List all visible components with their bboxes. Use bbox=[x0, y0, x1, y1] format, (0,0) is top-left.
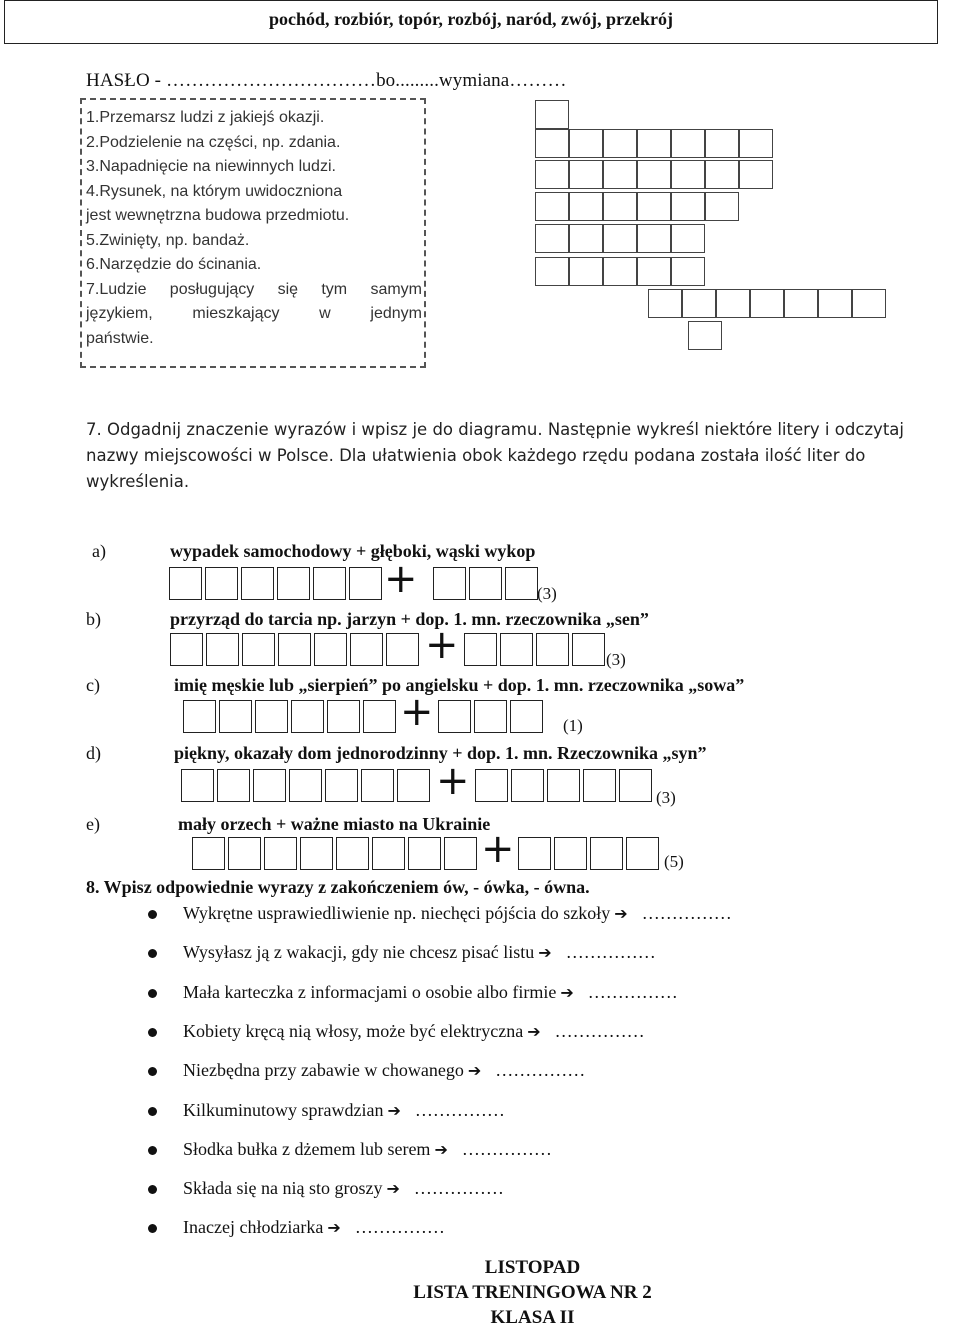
crossword-cell[interactable] bbox=[688, 321, 722, 350]
clue-6: 6.Narzędzie do ścinania. bbox=[86, 256, 262, 273]
answer-box[interactable] bbox=[336, 837, 369, 870]
task8-item-text: Wysyłasz ją z wakacji, gdy nie chcesz pisać listu bbox=[183, 942, 535, 963]
puzzle-d-clue: piękny, okazały dom jednorodzinny + dop. 1. mn. Rzeczownika „syn” bbox=[174, 743, 707, 763]
answer-box[interactable] bbox=[583, 769, 616, 802]
crossword-cell[interactable] bbox=[603, 192, 637, 221]
footer-list-title: LISTA TRENINGOWA NR 2 bbox=[413, 1282, 652, 1303]
plus-sign: + bbox=[400, 689, 434, 735]
clue-3: 3.Napadnięcie na niewinnych ludzi. bbox=[86, 158, 336, 175]
answer-box[interactable] bbox=[518, 837, 551, 870]
puzzle-e-clue: mały orzech + ważne miasto na Ukrainie bbox=[178, 814, 491, 834]
task8-item bbox=[183, 982, 678, 1003]
answer-box[interactable] bbox=[547, 769, 580, 802]
answer-box[interactable] bbox=[241, 567, 274, 600]
crossword-cell[interactable] bbox=[648, 289, 682, 318]
crossword-cell[interactable] bbox=[535, 100, 569, 129]
answer-box[interactable] bbox=[464, 633, 497, 666]
arrow-right-icon: ➔ bbox=[387, 1100, 401, 1120]
arrow-right-icon: ➔ bbox=[614, 904, 628, 923]
bullet-icon bbox=[148, 1028, 157, 1037]
bullet-icon bbox=[148, 1224, 157, 1233]
task8-item bbox=[183, 1178, 504, 1199]
crossword-cell[interactable] bbox=[671, 192, 705, 221]
puzzle-e-letter: e) bbox=[86, 814, 100, 834]
clue-7-cont: językiem, mieszkający w jednym bbox=[86, 305, 422, 322]
answer-box[interactable] bbox=[181, 769, 214, 802]
bullet-icon bbox=[148, 989, 157, 998]
task8-item bbox=[183, 942, 656, 963]
crossword-cell[interactable] bbox=[671, 160, 705, 189]
answer-blank[interactable]: …………… bbox=[565, 942, 656, 963]
answer-box[interactable] bbox=[206, 633, 239, 666]
answer-box[interactable] bbox=[313, 567, 346, 600]
task8-title: 8. Wpisz odpowiednie wyrazy z zakończeniem ów, - ówka, - ówna. bbox=[86, 877, 590, 897]
crossword-cell[interactable] bbox=[671, 224, 705, 253]
answer-box[interactable] bbox=[386, 633, 419, 666]
crossword-cell[interactable] bbox=[535, 192, 569, 221]
bullet-icon bbox=[148, 1146, 157, 1155]
arrow-right-icon: ➔ bbox=[327, 1218, 341, 1238]
clue-1: 1.Przemarsz ludzi z jakiejś okazji. bbox=[86, 109, 325, 126]
crossword-cell[interactable] bbox=[603, 224, 637, 253]
footer-class: KLASA II bbox=[490, 1307, 575, 1328]
arrow-right-icon: ➔ bbox=[560, 982, 574, 1002]
answer-box[interactable] bbox=[169, 567, 202, 600]
puzzle-c-count: (1) bbox=[563, 716, 583, 735]
answer-box[interactable] bbox=[349, 567, 382, 600]
answer-box[interactable] bbox=[170, 633, 203, 666]
answer-box[interactable] bbox=[510, 700, 543, 733]
crossword-cell[interactable] bbox=[569, 160, 603, 189]
task8-item bbox=[183, 1021, 645, 1042]
crossword-cell[interactable] bbox=[569, 257, 603, 286]
plus-sign: + bbox=[384, 556, 418, 602]
puzzle-a-letter: a) bbox=[92, 541, 106, 561]
puzzle-b-count: (3) bbox=[606, 650, 626, 669]
puzzle-c-letter: c) bbox=[86, 675, 100, 695]
arrow-right-icon: ➔ bbox=[467, 1061, 482, 1081]
task8-item-text: Kilkuminutowy sprawdzian bbox=[183, 1099, 384, 1120]
word-bank: pochód, rozbiór, topór, rozbój, naród, zwój, przekrój bbox=[269, 9, 673, 29]
puzzle-b-letter: b) bbox=[86, 609, 101, 629]
bullet-icon bbox=[148, 1067, 157, 1076]
answer-box[interactable] bbox=[183, 700, 216, 733]
crossword-cell[interactable] bbox=[603, 160, 637, 189]
answer-box[interactable] bbox=[372, 837, 405, 870]
crossword-cell[interactable] bbox=[535, 257, 569, 286]
answer-box[interactable] bbox=[277, 567, 310, 600]
crossword-cell[interactable] bbox=[637, 224, 671, 253]
answer-box[interactable] bbox=[350, 633, 383, 666]
answer-box[interactable] bbox=[289, 769, 322, 802]
answer-box[interactable] bbox=[264, 837, 297, 870]
task8-item-text: Niezbędna przy zabawie w chowanego bbox=[183, 1060, 464, 1081]
answer-box[interactable] bbox=[253, 769, 286, 802]
crossword-cell[interactable] bbox=[637, 160, 671, 189]
puzzle-d-count: (3) bbox=[656, 788, 676, 807]
task8-item bbox=[183, 1139, 552, 1160]
task8-item-text: Słodka bułka z dżemem lub serem bbox=[183, 1138, 431, 1159]
answer-blank[interactable]: …………… bbox=[641, 903, 732, 923]
crossword-cell[interactable] bbox=[818, 289, 852, 318]
crossword-cell[interactable] bbox=[637, 129, 671, 158]
crossword-cell[interactable] bbox=[569, 129, 603, 158]
footer-month: LISTOPAD bbox=[484, 1257, 581, 1278]
clue-list bbox=[86, 106, 422, 351]
answer-box[interactable] bbox=[554, 837, 587, 870]
answer-box[interactable] bbox=[397, 769, 430, 802]
answer-box[interactable] bbox=[205, 567, 238, 600]
crossword-cell[interactable] bbox=[705, 129, 739, 158]
answer-box[interactable] bbox=[590, 837, 623, 870]
answer-blank[interactable]: …………… bbox=[354, 1217, 445, 1238]
bullet-icon bbox=[148, 1185, 157, 1194]
answer-blank[interactable]: …………… bbox=[495, 1060, 586, 1081]
crossword-cell[interactable] bbox=[852, 289, 886, 318]
answer-box[interactable] bbox=[363, 700, 396, 733]
answer-box[interactable] bbox=[192, 837, 225, 870]
crossword-cell[interactable] bbox=[535, 160, 569, 189]
answer-blank[interactable]: …………… bbox=[554, 1020, 645, 1041]
answer-box[interactable] bbox=[255, 700, 288, 733]
crossword-cell[interactable] bbox=[671, 257, 705, 286]
answer-box[interactable] bbox=[511, 769, 544, 802]
puzzle-b-clue: przyrząd do tarcia np. jarzyn + dop. 1. mn. rzeczownika „sen” bbox=[170, 609, 649, 629]
bullet-icon bbox=[148, 1107, 157, 1116]
answer-box[interactable] bbox=[619, 769, 652, 802]
crossword-cell[interactable] bbox=[716, 289, 750, 318]
arrow-right-icon: ➔ bbox=[527, 1021, 541, 1041]
answer-box[interactable] bbox=[500, 633, 533, 666]
puzzle-c-clue: imię męskie lub „sierpień” po angielsku + dop. 1. mn. rzeczownika „sowa” bbox=[174, 675, 745, 695]
clue-2: 2.Podzielenie na części, np. zdania. bbox=[86, 133, 341, 151]
crossword-cell[interactable] bbox=[637, 257, 671, 286]
answer-box[interactable] bbox=[438, 700, 471, 733]
answer-blank[interactable]: …………… bbox=[414, 1099, 505, 1120]
puzzle-a-count: (3) bbox=[537, 584, 557, 603]
task8-item bbox=[183, 903, 732, 924]
task7-line2: nazwy miejscowości w Polsce. Dla ułatwienia obok każdego rzędu podana została ilość liter do bbox=[86, 446, 866, 465]
bullet-icon bbox=[148, 910, 157, 919]
plus-sign: + bbox=[481, 826, 515, 872]
crossword-cell[interactable] bbox=[705, 160, 739, 189]
answer-box[interactable] bbox=[572, 633, 605, 666]
arrow-right-icon: ➔ bbox=[386, 1179, 400, 1199]
answer-box[interactable] bbox=[626, 837, 659, 870]
arrow-right-icon: ➔ bbox=[538, 943, 552, 963]
task7-line1: 7. Odgadnij znaczenie wyrazów i wpisz je do diagramu. Następnie wykreśl niektóre litery i odczytaj bbox=[86, 420, 904, 439]
task8-item-text: Wykrętne usprawiedliwienie np. niechęci pójścia do szkoły bbox=[183, 903, 611, 923]
task8-item bbox=[183, 1217, 445, 1238]
clue-5: 5.Zwinięty, np. bandaż. bbox=[86, 231, 250, 249]
plus-sign: + bbox=[425, 622, 459, 668]
answer-box[interactable] bbox=[228, 837, 261, 870]
crossword-cell[interactable] bbox=[705, 192, 739, 221]
answer-box[interactable] bbox=[433, 567, 466, 600]
answer-box[interactable] bbox=[291, 700, 324, 733]
task8-item-text: Inaczej chłodziarka bbox=[183, 1217, 324, 1238]
crossword-cell[interactable] bbox=[637, 192, 671, 221]
task8-item bbox=[183, 1100, 505, 1121]
answer-box[interactable] bbox=[217, 769, 250, 802]
puzzle-a-clue: wypadek samochodowy + głęboki, wąski wykop bbox=[170, 541, 536, 561]
answer-box[interactable] bbox=[474, 700, 507, 733]
password-line: HASŁO - ……………………………bo.........wymiana……… bbox=[86, 70, 567, 91]
crossword-cell[interactable] bbox=[603, 129, 637, 158]
bullet-icon bbox=[148, 949, 157, 958]
puzzle-d-letter: d) bbox=[86, 743, 101, 763]
answer-box[interactable] bbox=[469, 567, 502, 600]
answer-box[interactable] bbox=[300, 837, 333, 870]
task7-line3: wykreślenia. bbox=[86, 472, 190, 491]
answer-box[interactable] bbox=[325, 769, 358, 802]
answer-box[interactable] bbox=[505, 567, 538, 600]
crossword-cell[interactable] bbox=[569, 192, 603, 221]
crossword-cell[interactable] bbox=[739, 160, 773, 189]
word-bank-box bbox=[4, 0, 938, 44]
answer-box[interactable] bbox=[327, 700, 360, 733]
crossword-cell[interactable] bbox=[750, 289, 784, 318]
answer-box[interactable] bbox=[408, 837, 441, 870]
clue-7: 7.Ludzie posługujący się tym samym bbox=[86, 280, 422, 298]
answer-blank[interactable]: …………… bbox=[413, 1178, 504, 1199]
answer-box[interactable] bbox=[475, 769, 508, 802]
arrow-right-icon: ➔ bbox=[434, 1139, 448, 1159]
crossword-cell[interactable] bbox=[535, 224, 569, 253]
plus-sign: + bbox=[436, 758, 470, 804]
answer-box[interactable] bbox=[361, 769, 394, 802]
answer-blank[interactable]: …………… bbox=[587, 981, 678, 1002]
crossword-cell[interactable] bbox=[671, 129, 705, 158]
crossword-cell[interactable] bbox=[603, 257, 637, 286]
task8-item bbox=[183, 1060, 585, 1081]
clue-4-cont: jest wewnętrzna budowa przedmiotu. bbox=[86, 207, 350, 224]
answer-box[interactable] bbox=[219, 700, 252, 733]
answer-box[interactable] bbox=[536, 633, 569, 666]
task8-item-text: Mała karteczka z informacjami o osobie albo firmie bbox=[183, 981, 557, 1002]
task8-item-text: Składa się na nią sto groszy bbox=[183, 1178, 383, 1199]
puzzle-e-count: (5) bbox=[664, 852, 684, 871]
answer-box[interactable] bbox=[314, 633, 347, 666]
crossword-cell[interactable] bbox=[569, 224, 603, 253]
answer-box[interactable] bbox=[278, 633, 311, 666]
crossword-cell[interactable] bbox=[682, 289, 716, 318]
answer-box[interactable] bbox=[444, 837, 477, 870]
clue-7-end: państwie. bbox=[86, 329, 154, 347]
crossword-cell[interactable] bbox=[739, 129, 773, 158]
answer-box[interactable] bbox=[242, 633, 275, 666]
task8-item-text: Kobiety kręcą nią włosy, może być elektryczna bbox=[183, 1020, 524, 1041]
answer-blank[interactable]: …………… bbox=[461, 1138, 552, 1159]
crossword-cell[interactable] bbox=[535, 129, 569, 158]
clue-4: 4.Rysunek, na którym uwidoczniona bbox=[86, 182, 343, 200]
crossword-cell[interactable] bbox=[784, 289, 818, 318]
